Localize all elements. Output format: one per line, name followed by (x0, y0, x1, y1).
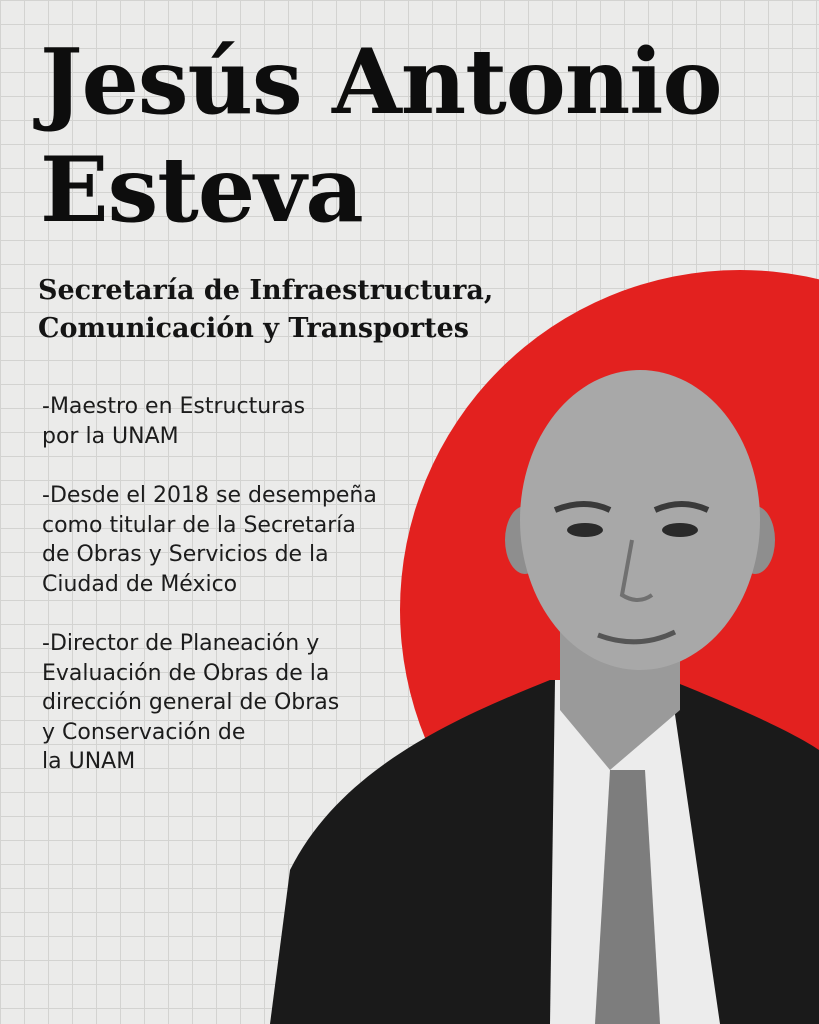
eye-left (567, 523, 603, 537)
position-subtitle (38, 272, 493, 348)
person-name-title (40, 28, 721, 244)
eye-right (662, 523, 698, 537)
bio-item: -Maestro en Estructuras por la UNAM (42, 394, 306, 449)
subtitle-line-1: Secretaría de Infraestructura, (38, 275, 494, 306)
bio-list (42, 392, 432, 807)
title-line-2: Esteva (40, 137, 363, 243)
head (520, 370, 760, 670)
title-line-1: Jesús Antonio (40, 29, 722, 135)
bio-item: -Desde el 2018 se desempeña como titular de la Secretaría de Obras y Servicios de la Ciudad de México (42, 483, 377, 597)
bio-item: -Director de Planeación y Evaluación de Obras de la dirección general de Obras y Conservación de la UNAM (42, 631, 340, 774)
subtitle-line-2: Comunicación y Transportes (38, 313, 469, 344)
